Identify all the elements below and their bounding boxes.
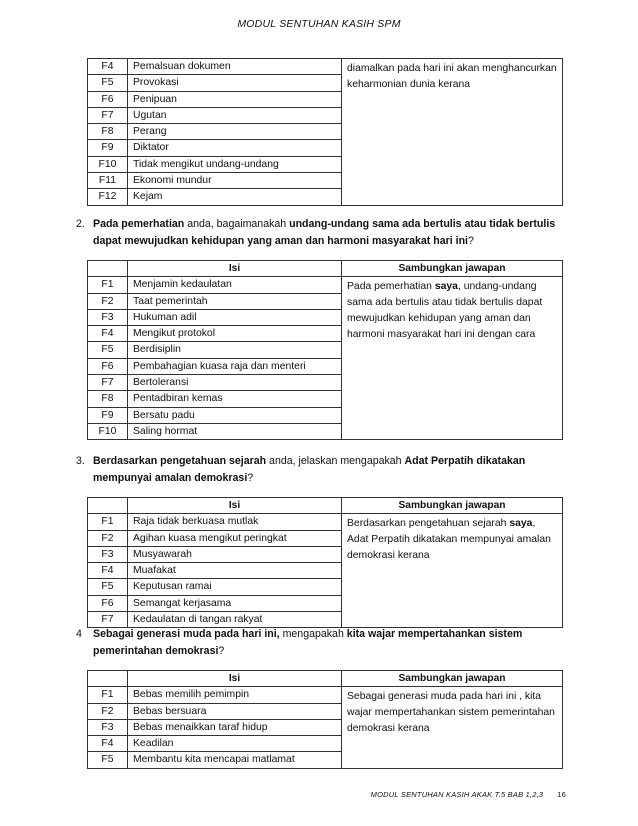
bold-text: kita wajar mempertahankan sistem pemerintahan demokrasi (93, 628, 523, 657)
question-text (93, 216, 576, 250)
factor-text: Keputusan ramai (128, 579, 342, 595)
factor-code: F7 (88, 107, 128, 123)
factor-code: F7 (88, 612, 128, 628)
factor-code: F8 (88, 124, 128, 140)
factor-text: Pembahagian kuasa raja dan menteri (128, 358, 342, 374)
answer-cell (342, 514, 563, 628)
text-segment: mengapakah (279, 628, 347, 640)
factor-code: F6 (88, 595, 128, 611)
bold-text: saya (434, 281, 458, 293)
factor-code: F9 (88, 140, 128, 156)
factor-text: Berdisiplin (128, 342, 342, 358)
factor-text: Agihan kuasa mengikut peringkat (128, 530, 342, 546)
factor-code: F5 (88, 75, 128, 91)
text-segment: anda, bagaimanakah (184, 218, 290, 230)
question-text (93, 626, 576, 660)
answer-cell (342, 687, 563, 768)
factor-text: Ekonomi mundur (128, 173, 342, 189)
factor-text: Provokasi (128, 75, 342, 91)
factor-code: F5 (88, 752, 128, 768)
factor-code: F8 (88, 391, 128, 407)
bold-text: Berdasarkan pengetahuan sejarah (93, 455, 267, 467)
factor-text: Diktator (128, 140, 342, 156)
factor-text: Semangat kerjasama (128, 595, 342, 611)
factor-code: F2 (88, 293, 128, 309)
factor-text: Raja tidak berkuasa mutlak (128, 514, 342, 530)
factor-text: Ugutan (128, 107, 342, 123)
column-header-blank (88, 498, 128, 514)
column-header-sambungkan: Sambungkan jawapan (342, 671, 563, 687)
factor-text: Muafakat (128, 563, 342, 579)
bold-text: undang-undang sama ada bertulis atau tidak bertulis dapat mewujudkan kehidupan yang aman dan harmoni masyarakat hari ini (93, 218, 556, 247)
factor-text: Pentadbiran kemas (128, 391, 342, 407)
factors-table-1 (87, 58, 563, 206)
bold-text: Pada pemerhatian (93, 218, 185, 230)
factor-code: F4 (88, 736, 128, 752)
factor-code: F2 (88, 703, 128, 719)
factor-code: F4 (88, 326, 128, 342)
factor-code: F1 (88, 277, 128, 293)
factor-code: F7 (88, 375, 128, 391)
text-segment: , undang-undang sama ada bertulis atau tidak bertulis dapat mewujudkan kehidupan yang aman dan harmoni masyarakat hari ini dengan cara (347, 281, 543, 341)
factor-text: Musyawarah (128, 546, 342, 562)
table-row (88, 687, 563, 703)
text-segment: , Adat Perpatih dikatakan mempunyai amalan demokrasi kerana (347, 518, 551, 562)
question-number: 4 (76, 628, 82, 640)
factors-table-2 (87, 260, 563, 440)
factor-code: F5 (88, 342, 128, 358)
factor-code: F3 (88, 309, 128, 325)
factor-text: Bertoleransi (128, 375, 342, 391)
factor-code: F3 (88, 546, 128, 562)
text-segment: ? (468, 235, 474, 247)
factor-code: F10 (88, 156, 128, 172)
question-number: 2. (76, 218, 85, 230)
answer-cell (342, 277, 563, 440)
column-header-sambungkan: Sambungkan jawapan (342, 498, 563, 514)
factor-text: Taat pemerintah (128, 293, 342, 309)
text-segment: ? (247, 472, 254, 484)
factor-text: Bebas bersuara (128, 703, 342, 719)
factor-code: F12 (88, 189, 128, 205)
factor-code: F11 (88, 173, 128, 189)
text-segment: ? (218, 645, 225, 657)
page-number: 16 (557, 790, 566, 799)
bold-text: Adat Perpatih dikatakan mempunyai amalan demokrasi (93, 455, 526, 484)
text-segment: Berdasarkan pengetahuan sejarah (347, 518, 510, 530)
factor-text: Bersatu padu (128, 407, 342, 423)
text-segment: Sebagai generasi muda pada hari ini , kita wajar mempertahankan sistem pemerintahan demokrasi kerana (347, 691, 555, 735)
question-4 (76, 626, 576, 660)
question-2 (76, 216, 576, 250)
question-number: 3. (76, 455, 85, 467)
factor-code: F1 (88, 514, 128, 530)
factor-text: Menjamin kedaulatan (128, 277, 342, 293)
factor-code: F4 (88, 563, 128, 579)
factor-text: Membantu kita mencapai matlamat (128, 752, 342, 768)
factor-text: Kedaulatan di tangan rakyat (128, 612, 342, 628)
factor-text: Hukuman adil (128, 309, 342, 325)
column-header-isi: Isi (128, 671, 342, 687)
factor-text: Keadilan (128, 736, 342, 752)
answer-cell: diamalkan pada hari ini akan menghancurkan keharmonian dunia kerana (342, 59, 563, 206)
column-header-blank (88, 671, 128, 687)
column-header-isi: Isi (128, 498, 342, 514)
factor-text: Perang (128, 124, 342, 140)
factor-code: F3 (88, 719, 128, 735)
text-segment: Pada pemerhatian (347, 281, 435, 293)
factor-text: Kejam (128, 189, 342, 205)
factor-text: Penipuan (128, 91, 342, 107)
bold-text: saya (509, 518, 533, 530)
page-footer (371, 790, 566, 799)
column-header-blank (88, 261, 128, 277)
column-header-sambungkan: Sambungkan jawapan (342, 261, 563, 277)
factor-code: F6 (88, 91, 128, 107)
factors-table-3 (87, 497, 563, 628)
factor-code: F9 (88, 407, 128, 423)
factor-text: Tidak mengikut undang-undang (128, 156, 342, 172)
factor-text: Bebas menaikkan taraf hidup (128, 719, 342, 735)
page-header: MODUL SENTUHAN KASIH SPM (237, 18, 401, 30)
factors-table-4 (87, 670, 563, 769)
factor-text: Saling hormat (128, 423, 342, 439)
factor-code: F5 (88, 579, 128, 595)
column-header-isi: Isi (128, 261, 342, 277)
factor-text: Pemalsuan dokumen (128, 59, 342, 75)
factor-code: F10 (88, 423, 128, 439)
factor-text: Mengikut protokol (128, 326, 342, 342)
factor-code: F6 (88, 358, 128, 374)
factor-text: Bebas memilih pemimpin (128, 687, 342, 703)
factor-code: F1 (88, 687, 128, 703)
table-row (88, 59, 563, 75)
bold-text: Sebagai generasi muda pada hari ini, (93, 628, 280, 640)
table-row (88, 514, 563, 530)
table-row (88, 277, 563, 293)
factor-code: F2 (88, 530, 128, 546)
text-segment: anda, jelaskan mengapakah (266, 455, 405, 467)
question-text (93, 453, 576, 487)
question-3 (76, 453, 576, 487)
footer-text: MODUL SENTUHAN KASIH AKAK T.5 BAB 1,2,3 (370, 790, 544, 799)
factor-code: F4 (88, 59, 128, 75)
